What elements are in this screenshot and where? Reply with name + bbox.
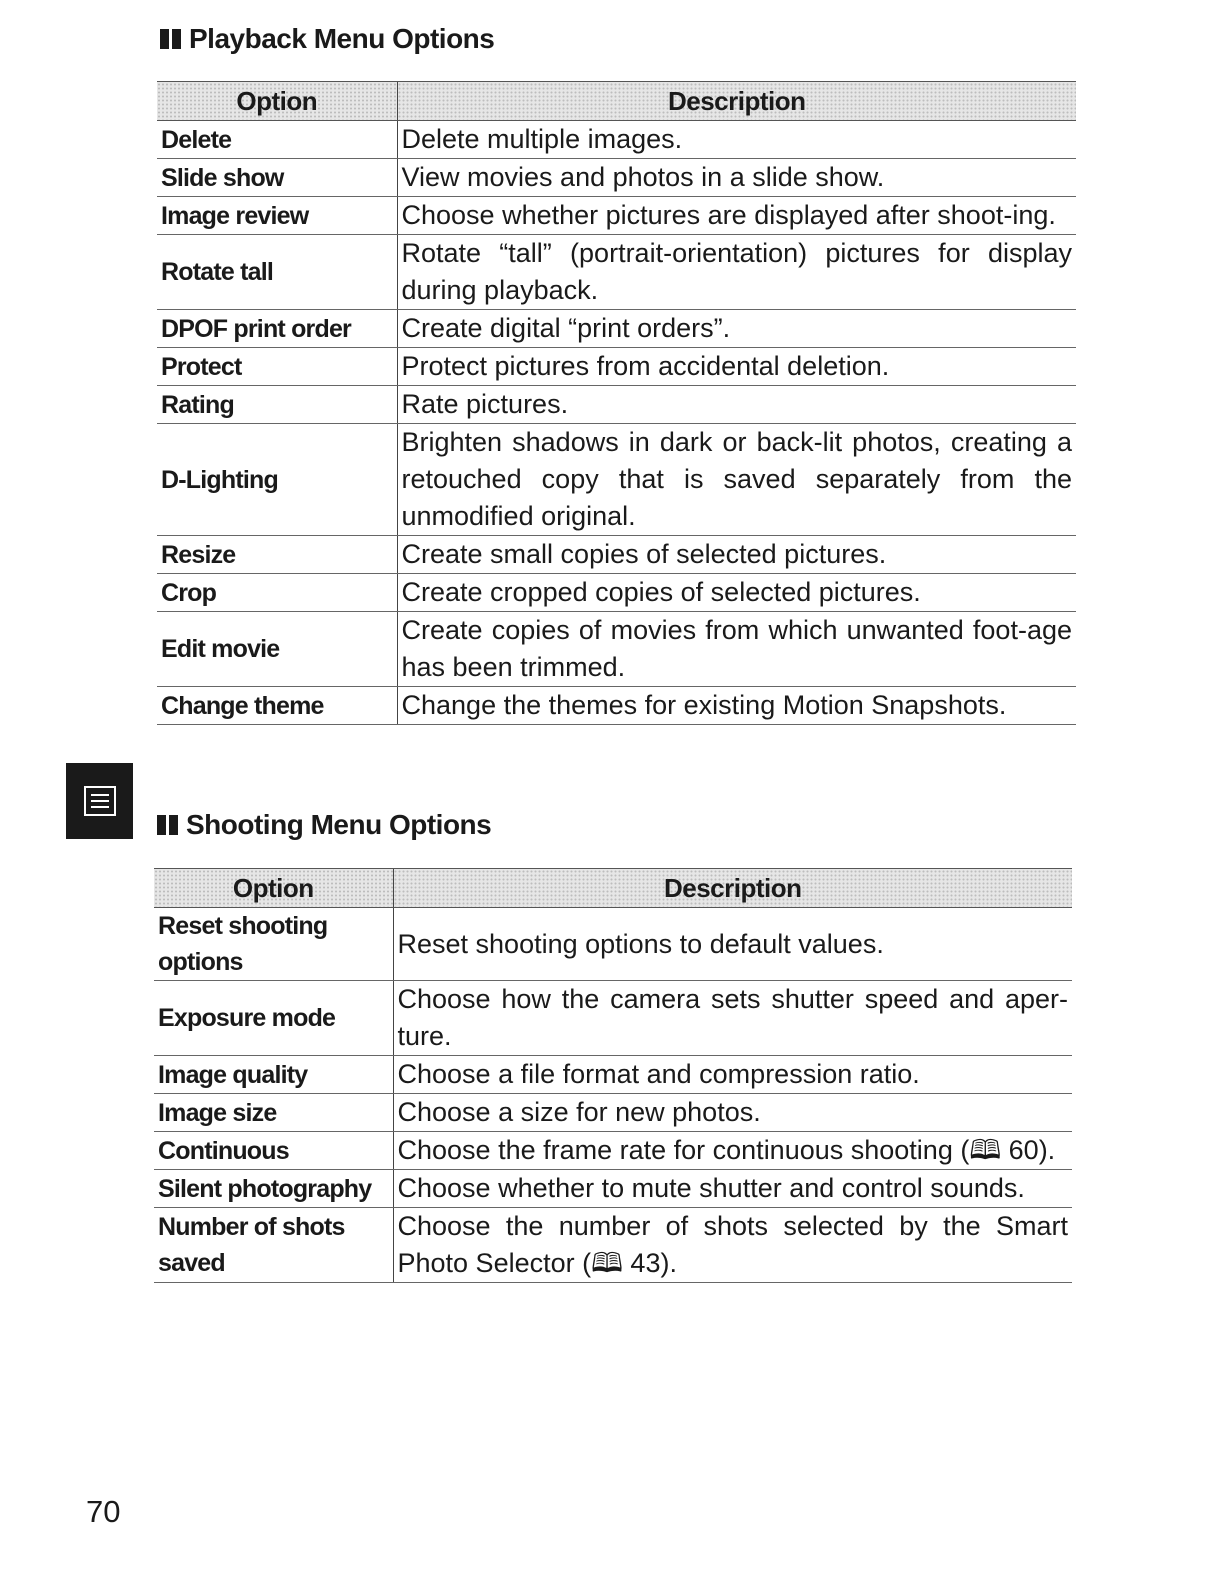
- description-cell: Change the themes for existing Motion Snapshots.: [397, 687, 1076, 725]
- description-cell: Reset shooting options to default values.: [393, 908, 1072, 981]
- option-cell: Image review: [157, 197, 397, 235]
- option-cell: Change theme: [157, 687, 397, 725]
- table-row: [157, 574, 1076, 612]
- option-cell: Exposure mode: [154, 981, 393, 1056]
- shooting-options-table: [154, 868, 1072, 1283]
- table-row: [157, 310, 1076, 348]
- table-row: [157, 348, 1076, 386]
- table-row: [157, 424, 1076, 536]
- menu-list-icon: [84, 786, 116, 816]
- option-cell: D-Lighting: [157, 424, 397, 536]
- section-marker-icon: [160, 29, 181, 49]
- playback-section-title: [160, 22, 494, 56]
- description-cell: Create cropped copies of selected pictures.: [397, 574, 1076, 612]
- table-row: [157, 687, 1076, 725]
- description-cell: Create digital “print orders”.: [397, 310, 1076, 348]
- table-row: [157, 536, 1076, 574]
- description-column-header: Description: [397, 82, 1076, 121]
- table-row: [157, 121, 1076, 159]
- description-cell: Choose the frame rate for continuous shooting (🕮 60).: [393, 1132, 1072, 1170]
- table-row: [154, 1132, 1072, 1170]
- option-cell: Silent photography: [154, 1170, 393, 1208]
- description-cell: Choose how the camera sets shutter speed and aper-ture.: [393, 981, 1072, 1056]
- option-cell: Resize: [157, 536, 397, 574]
- option-cell: Image quality: [154, 1056, 393, 1094]
- description-cell: View movies and photos in a slide show.: [397, 159, 1076, 197]
- table-header-row: [154, 869, 1072, 908]
- option-cell: Protect: [157, 348, 397, 386]
- table-row: [157, 386, 1076, 424]
- shooting-title-text: Shooting Menu Options: [186, 809, 492, 840]
- description-cell: Choose whether to mute shutter and control sounds.: [393, 1170, 1072, 1208]
- option-cell: Rotate tall: [157, 235, 397, 310]
- shooting-section-title: [157, 808, 491, 842]
- table-row: [154, 1094, 1072, 1132]
- table-row: [154, 1170, 1072, 1208]
- description-cell: Protect pictures from accidental deletion.: [397, 348, 1076, 386]
- table-row: [157, 159, 1076, 197]
- description-column-header: Description: [393, 869, 1072, 908]
- option-cell: Reset shooting options: [154, 908, 393, 981]
- option-cell: Crop: [157, 574, 397, 612]
- option-cell: Edit movie: [157, 612, 397, 687]
- menu-section-tab: [66, 763, 133, 839]
- description-cell: Create copies of movies from which unwanted foot-age has been trimmed.: [397, 612, 1076, 687]
- description-cell: Brighten shadows in dark or back-lit photos, creating a retouched copy that is saved separately from the unmodified original.: [397, 424, 1076, 536]
- table-row: [154, 1056, 1072, 1094]
- table-row: [157, 197, 1076, 235]
- table-header-row: [157, 82, 1076, 121]
- option-cell: Number of shots saved: [154, 1208, 393, 1283]
- description-cell: Rate pictures.: [397, 386, 1076, 424]
- playback-options-table: [157, 81, 1076, 725]
- table-row: [157, 612, 1076, 687]
- description-cell: Choose whether pictures are displayed after shoot-ing.: [397, 197, 1076, 235]
- description-cell: Create small copies of selected pictures.: [397, 536, 1076, 574]
- option-column-header: Option: [157, 82, 397, 121]
- description-cell: Choose a size for new photos.: [393, 1094, 1072, 1132]
- description-cell: Rotate “tall” (portrait-orientation) pictures for display during playback.: [397, 235, 1076, 310]
- option-cell: Rating: [157, 386, 397, 424]
- description-cell: Choose the number of shots selected by the Smart Photo Selector (🕮 43).: [393, 1208, 1072, 1283]
- table-row: [154, 908, 1072, 981]
- table-row: [154, 1208, 1072, 1283]
- option-cell: Continuous: [154, 1132, 393, 1170]
- option-cell: Image size: [154, 1094, 393, 1132]
- section-marker-icon: [157, 815, 178, 835]
- description-cell: Choose a file format and compression ratio.: [393, 1056, 1072, 1094]
- option-cell: DPOF print order: [157, 310, 397, 348]
- description-cell: Delete multiple images.: [397, 121, 1076, 159]
- option-cell: Delete: [157, 121, 397, 159]
- table-row: [157, 235, 1076, 310]
- table-row: [154, 981, 1072, 1056]
- page-number: 70: [86, 1494, 121, 1529]
- option-column-header: Option: [154, 869, 393, 908]
- playback-title-text: Playback Menu Options: [189, 23, 495, 54]
- option-cell: Slide show: [157, 159, 397, 197]
